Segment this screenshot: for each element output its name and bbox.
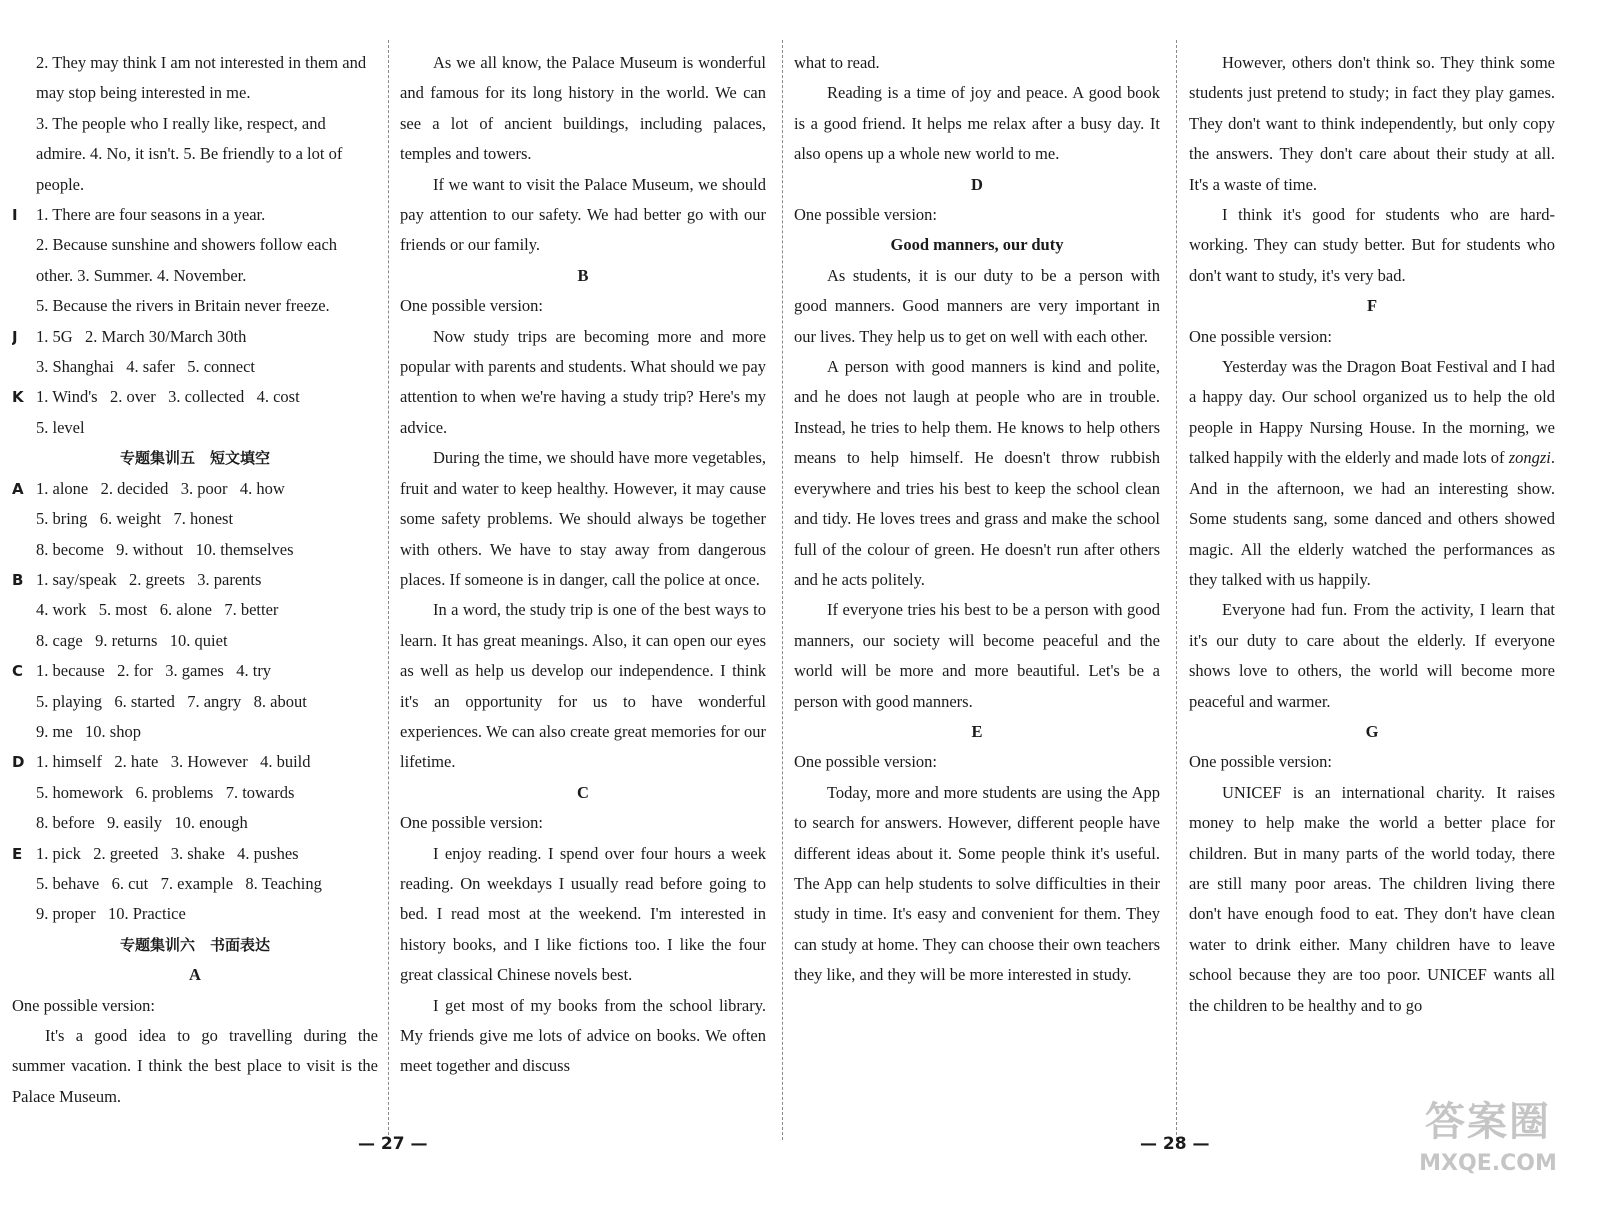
section-letter: C bbox=[577, 782, 589, 802]
watermark-text: 答案圈 bbox=[1425, 1099, 1551, 1145]
answer-line: 3. The people who I really like, respect, and admire. 4. No, it isn't. 5. Be friendly to a lot of people. bbox=[36, 113, 343, 194]
column-3 bbox=[794, 48, 1160, 1133]
essay-paragraph: Today, more and more students are using the App to search for answers. However, different people have different ideas about it. Some people think it's useful. The App can help students to solve difficulties in their study in time. It's easy and convenient for them. They can study at home. They can choose their own teachers they like, and they will be more interested in study. bbox=[794, 782, 1160, 985]
answer-line: 5. homework 6. problems 7. towards bbox=[36, 782, 295, 802]
essay-paragraph: If we want to visit the Palace Museum, we should pay attention to our safety. We had better go with our friends or our family. bbox=[400, 174, 766, 255]
version-label: One possible version: bbox=[794, 752, 937, 772]
column-2 bbox=[400, 48, 766, 1133]
section-title: 专题集训五 短文填空 bbox=[119, 449, 270, 468]
column-divider bbox=[388, 40, 389, 1140]
section-title: 专题集训六 书面表达 bbox=[119, 935, 270, 954]
italic-word: zongzi bbox=[1508, 448, 1551, 468]
answer-line: 9. me 10. shop bbox=[36, 721, 141, 741]
column-4 bbox=[1189, 48, 1555, 1133]
group-label: J bbox=[12, 327, 18, 346]
section-letter: G bbox=[1365, 721, 1379, 741]
group-label: B bbox=[12, 570, 24, 589]
group-label: E bbox=[12, 844, 23, 863]
section-letter: D bbox=[971, 174, 983, 194]
answer-line: J 1. 5G 2. March 30/March 30th bbox=[12, 322, 378, 352]
answer-line: A 1. alone 2. decided 3. poor 4. how bbox=[12, 474, 378, 504]
group-label: C bbox=[12, 662, 24, 681]
essay-paragraph: I enjoy reading. I spend over four hours a week reading. On weekdays I usually read before going to bed. I read most at the weekend. I'm interested in history books, and I like fictions too. I like the four great classical Chinese novels best. bbox=[400, 843, 766, 985]
group-label: I bbox=[12, 206, 18, 225]
section-letter: B bbox=[577, 265, 589, 285]
answer-line: C 1. because 2. for 3. games 4. try bbox=[12, 656, 378, 686]
answer-line: 3. Shanghai 4. safer 5. connect bbox=[36, 357, 256, 377]
column-divider bbox=[1176, 40, 1177, 1140]
essay-paragraph: I think it's good for students who are hard-working. They can study better. But for students who don't want to study, it's very bad. bbox=[1189, 205, 1555, 285]
essay-title: Good manners, our duty bbox=[890, 235, 1064, 255]
essay-paragraph: As students, it is our duty to be a person with good manners. Good manners are very important in our lives. They help us to get on well with each other. bbox=[794, 265, 1160, 346]
answer-line: 8. become 9. without 10. themselves bbox=[36, 539, 294, 559]
essay-paragraph: what to read. bbox=[794, 53, 880, 72]
page-number: — 27 — bbox=[358, 1134, 428, 1154]
answer-line: 5. behave 6. cut 7. example 8. Teaching bbox=[36, 873, 322, 893]
column-divider bbox=[782, 40, 783, 1140]
version-label: One possible version: bbox=[400, 813, 543, 833]
essay-paragraph: However, others don't think so. They think some students just pretend to study; in fact they play games. They don't want to think independently, but only copy the answers. They don't care about their study at all. It's a waste of time. bbox=[1189, 53, 1555, 194]
version-label: One possible version: bbox=[400, 296, 543, 316]
answer-line: 5. playing 6. started 7. angry 8. about bbox=[36, 691, 307, 711]
essay-paragraph: Everyone had fun. From the activity, I learn that it's our duty to care about the elderly. If everyone shows love to others, the world will become more peaceful and warmer. bbox=[1189, 600, 1555, 711]
watermark-url: MXQE.COM bbox=[1419, 1151, 1557, 1176]
page-number: — 28 — bbox=[1140, 1134, 1210, 1154]
essay-paragraph: A person with good manners is kind and polite, and he does not laugh at people who are in trouble. Instead, he tries to help them. He knows to help others means to help himself. He doesn't throw rubbish everywhere and tries his best to keep the school clean and tidy. He loves trees and grass and make the school full of the colour of green. He doesn't run after others and he acts politely. bbox=[794, 357, 1160, 589]
essay-paragraph: Reading is a time of joy and peace. A good book is a good friend. It helps me relax after a busy day. It also opens up a whole new world to me. bbox=[794, 83, 1160, 164]
answer-line: 8. cage 9. returns 10. quiet bbox=[36, 630, 228, 650]
essay-paragraph: Now study trips are becoming more and more popular with parents and students. What should we pay attention to when we're having a study trip? Here's my advice. bbox=[400, 326, 766, 437]
section-letter: A bbox=[189, 965, 201, 985]
answer-line: 4. work 5. most 6. alone 7. better bbox=[36, 600, 279, 620]
essay-paragraph: I get most of my books from the school library. My friends give me lots of advice on books. We often meet together and discuss bbox=[400, 995, 766, 1076]
essay-paragraph: As we all know, the Palace Museum is wonderful and famous for its long history in the world. We can see a lot of ancient buildings, including palaces, temples and towers. bbox=[400, 53, 766, 164]
watermark-logo bbox=[1390, 1092, 1586, 1192]
answer-line: K 1. Wind's 2. over 3. collected 4. cost bbox=[12, 382, 378, 412]
section-letter: F bbox=[1366, 296, 1378, 316]
essay-paragraph: If everyone tries his best to be a person with good manners, our society will become peaceful and the world will be more and more beautiful. Let's be a person with good manners. bbox=[794, 600, 1160, 711]
version-label: One possible version: bbox=[12, 995, 155, 1015]
answer-line: 5. bring 6. weight 7. honest bbox=[36, 509, 234, 529]
version-label: One possible version: bbox=[794, 205, 937, 225]
answer-line: E 1. pick 2. greeted 3. shake 4. pushes bbox=[12, 839, 378, 869]
answer-line: 2. They may think I am not interested in them and may stop being interested in me. bbox=[36, 53, 367, 103]
answer-line: 5. level bbox=[36, 417, 85, 437]
group-label: A bbox=[12, 479, 24, 498]
essay-paragraph: It's a good idea to go travelling during the summer vacation. I think the best place to visit is the Palace Museum. bbox=[12, 1026, 378, 1106]
section-letter: E bbox=[971, 721, 983, 741]
answer-line: 9. proper 10. Practice bbox=[36, 904, 186, 924]
answer-line: I 1. There are four seasons in a year. bbox=[12, 200, 378, 230]
essay-paragraph: Yesterday was the Dragon Boat Festival and I had a happy day. Our school organized us to help the old people in Happy Nursing House. In the morning, we talked happily with the elderly and made lots of zongzi. And in the afternoon, we had an interesting show. Some students sang, some danced and others showed magic. All the elderly watched the performances as they talked with us happily. bbox=[1189, 357, 1555, 589]
answer-line: 5. Because the rivers in Britain never freeze. bbox=[36, 296, 330, 316]
essay-paragraph: During the time, we should have more vegetables, fruit and water to keep healthy. However, it may cause some safety problems. We should always be together with others. We have to stay away from dangerous places. If someone is in danger, call the police at once. bbox=[400, 448, 766, 589]
version-label: One possible version: bbox=[1189, 752, 1332, 772]
group-label: K bbox=[12, 388, 24, 407]
group-label: D bbox=[12, 753, 25, 772]
answer-line: 8. before 9. easily 10. enough bbox=[36, 813, 248, 833]
essay-paragraph: In a word, the study trip is one of the best ways to learn. It has great meanings. Also, it can open our eyes as well as help us develop our independence. I think it's an opportunity for us to have wonderful experiences. We can also create great memories for our lifetime. bbox=[400, 600, 766, 772]
answer-line: 2. Because sunshine and showers follow each other. 3. Summer. 4. November. bbox=[36, 235, 338, 285]
column-1 bbox=[12, 48, 378, 1133]
version-label: One possible version: bbox=[1189, 326, 1332, 346]
answer-line: B 1. say/speak 2. greets 3. parents bbox=[12, 565, 378, 595]
essay-paragraph: UNICEF is an international charity. It raises money to help make the world a better place for children. But in many parts of the world today, there are still many poor areas. The children living there don't have enough food to eat. They don't have clean water to drink either. Many children have to leave school because they are too poor. UNICEF wants all the children to be healthy and to go bbox=[1189, 782, 1555, 1015]
answer-line: D 1. himself 2. hate 3. However 4. build bbox=[12, 747, 378, 777]
